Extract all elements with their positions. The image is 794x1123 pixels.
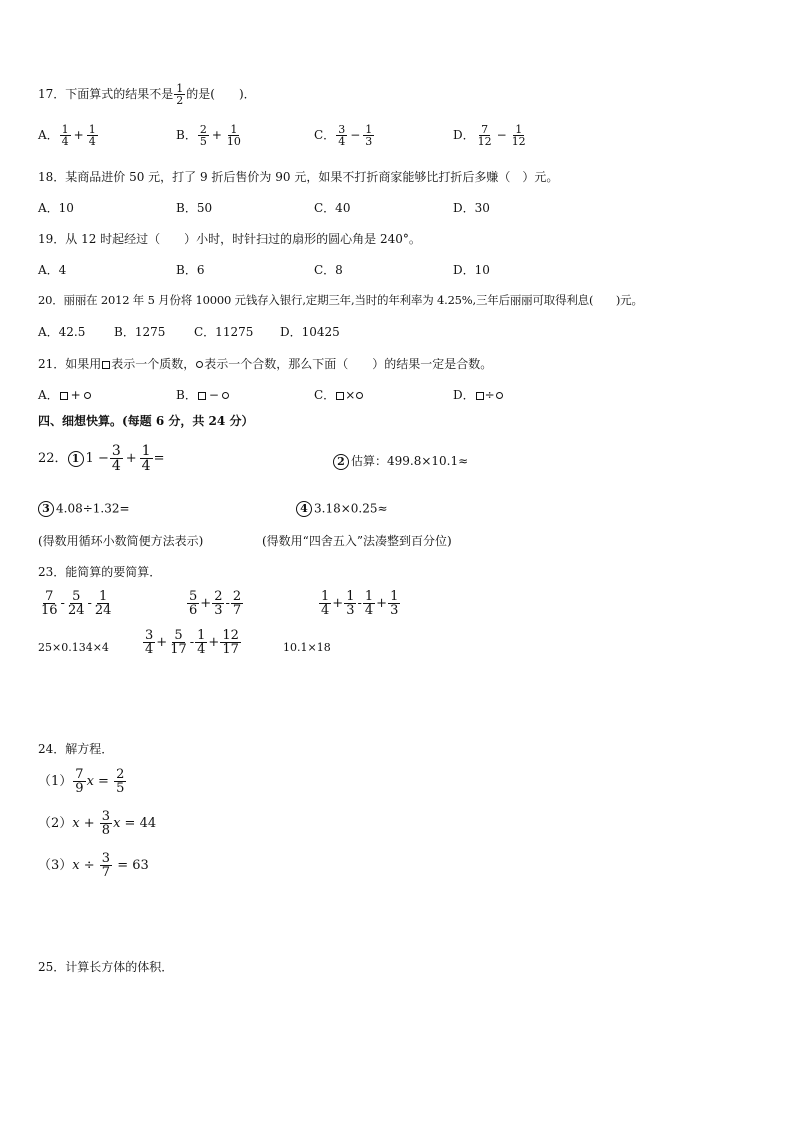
q17-prefix: 17．下面算式的结果不是	[38, 87, 174, 101]
q22-expr-3: 3 4.08÷1.32=	[38, 501, 130, 517]
q17-option-a: A． $\frac{1}{4}$ + $\frac{1}{4}$	[38, 123, 96, 148]
q18-option-a: A．10	[38, 201, 74, 215]
circled-number: 4	[296, 501, 312, 517]
fraction: $\frac{1}{24}$	[94, 589, 112, 618]
q20-option-c: C．11275	[194, 325, 254, 339]
q23-expr-5: $\frac{3}{4}$ + $\frac{5}{17}$ - $\frac{1}{4}$ + $\frac{12}{17}$	[145, 628, 239, 657]
q22-expr-4: 4 3.18×0.25≈	[296, 501, 388, 517]
circle-symbol-icon	[496, 392, 503, 399]
circle-symbol-icon	[84, 392, 91, 399]
q19-option-b: B．6	[176, 263, 205, 277]
q25-title: 25．计算长方体的体积．	[38, 960, 174, 974]
q21-stem: 21．如果用 表示一个质数， 表示一个合数，那么下面（ ）的结果一定是合数。	[38, 357, 493, 371]
q24-equation-1: （1） $\frac{7}{9}$ x = $\frac{2}{5}$	[38, 767, 125, 796]
q20-option-d: D．10425	[280, 325, 340, 339]
fraction: $\frac{1}{4}$	[61, 123, 69, 148]
fraction: $\frac{3}{4}$	[111, 443, 121, 474]
q23-expr-6: 10.1×18	[283, 641, 331, 654]
q17-option-b: B． $\frac{2}{5}$ + $\frac{1}{10}$	[176, 123, 241, 148]
q20-option-b: B．1275	[114, 325, 166, 339]
q17-option-d: D． $\frac{7}{12}$ − $\frac{1}{12}$	[453, 123, 526, 148]
fraction: $\frac{3}{8}$	[101, 809, 111, 838]
q18-option-c: C．40	[314, 201, 351, 215]
q23-expr-1: $\frac{7}{16}$ - $\frac{5}{24}$ - $\frac{1}{24}$	[41, 589, 112, 618]
fraction: $\frac{5}{17}$	[170, 628, 187, 657]
q20-option-a: A．42.5	[38, 325, 86, 339]
q17-stem	[38, 83, 256, 106]
fraction: $\frac{1}{4}$	[197, 628, 206, 657]
fraction: $\frac{7}{9}$	[75, 767, 84, 796]
fraction: $\frac{12}{17}$	[222, 628, 239, 657]
circle-symbol-icon	[222, 392, 229, 399]
q23-expr-2: $\frac{5}{6}$ + $\frac{2}{3}$ - $\frac{2}{7}$	[189, 589, 242, 618]
fraction: $\frac{3}{4}$	[145, 628, 154, 657]
circle-symbol-icon	[196, 361, 203, 368]
fraction: $\frac{1}{4}$	[364, 589, 374, 618]
fraction: $\frac{1}{3}$	[365, 123, 373, 148]
q17-option-c: C． $\frac{3}{4}$ − $\frac{1}{3}$	[314, 123, 373, 148]
fraction: $\frac{5}{24}$	[67, 589, 85, 618]
q17-half-fraction: $\frac{1}{2}$	[176, 82, 184, 107]
q23-title: 23．能简算的要简算．	[38, 565, 162, 579]
section-4-heading: 四、细想快算。(每题 6 分，共 24 分）	[38, 414, 254, 428]
fraction: $\frac{7}{12}$	[477, 123, 492, 148]
fraction: $\frac{3}{7}$	[101, 851, 111, 880]
square-symbol-icon	[198, 392, 206, 400]
fraction: $\frac{1}{12}$	[511, 123, 526, 148]
fraction: $\frac{5}{6}$	[189, 589, 198, 618]
q21-option-b: B． −	[176, 386, 230, 403]
circled-number: 2	[333, 454, 349, 470]
fraction: $\frac{3}{4}$	[338, 123, 346, 148]
q19-stem: 19．从 12 时起经过（ ）小时，时针扫过的扇形的圆心角是 240°。	[38, 232, 421, 246]
q17-suffix: 的是( )．	[186, 87, 256, 101]
q23-expr-3: $\frac{1}{4}$ + $\frac{1}{3}$ - $\frac{1}{4}$ + $\frac{1}{3}$	[321, 589, 399, 618]
q21-option-c: C． ×	[314, 386, 364, 403]
fraction: $\frac{7}{16}$	[41, 589, 58, 618]
q18-option-d: D．30	[453, 201, 490, 215]
fraction: $\frac{1}{4}$	[141, 443, 151, 474]
q24-equation-2: （2）x + $\frac{3}{8}$ x = 44	[38, 809, 157, 838]
fraction: $\frac{1}{3}$	[390, 589, 399, 618]
square-symbol-icon	[476, 392, 484, 400]
fraction: $\frac{1}{3}$	[346, 589, 355, 618]
q22-note-1: (得数用循环小数简便方法表示)	[38, 534, 204, 548]
q19-option-c: C．8	[314, 263, 343, 277]
fraction: $\frac{1}{4}$	[88, 123, 96, 148]
square-symbol-icon	[102, 361, 110, 369]
q24-equation-3: （3）x ÷ $\frac{3}{7}$ = 63	[38, 851, 149, 880]
q18-stem: 18．某商品进价 50 元，打了 9 折后售价为 90 元，如果不打折商家能够比打折后多赚（ ）元。	[38, 170, 559, 184]
q24-title: 24．解方程．	[38, 742, 114, 756]
q20-stem: 20．丽丽在 2012 年 5 月份将 10000 元钱存入银行,定期三年,当时的年利率为 4.25%,三年后丽丽可取得利息( )元。	[38, 293, 643, 307]
circled-number: 3	[38, 501, 54, 517]
q22-expr-2: 2 估算：499.8×10.1≈	[333, 452, 468, 470]
square-symbol-icon	[60, 392, 68, 400]
fraction: $\frac{2}{5}$	[116, 767, 125, 796]
fraction: $\frac{1}{4}$	[321, 589, 330, 618]
q23-expr-4: 25×0.134×4	[38, 641, 109, 654]
circled-number: 1	[68, 451, 84, 467]
square-symbol-icon	[336, 392, 344, 400]
q22-note-2: (得数用“四舍五入”法凑整到百分位)	[262, 534, 452, 548]
fraction: $\frac{2}{5}$	[199, 123, 207, 148]
q18-option-b: B．50	[176, 201, 213, 215]
q21-option-a: A． +	[38, 386, 92, 403]
q19-option-d: D．10	[453, 263, 490, 277]
q22-expr-1: 22． 1 1 − $\frac{3}{4}$ + $\frac{1}{4}$ =	[38, 443, 165, 474]
fraction: $\frac{2}{7}$	[232, 589, 242, 618]
q21-option-d: D． ÷	[453, 386, 504, 403]
fraction: $\frac{2}{3}$	[214, 589, 223, 618]
q19-option-a: A．4	[38, 263, 67, 277]
fraction: $\frac{1}{10}$	[226, 123, 241, 148]
circle-symbol-icon	[356, 392, 363, 399]
